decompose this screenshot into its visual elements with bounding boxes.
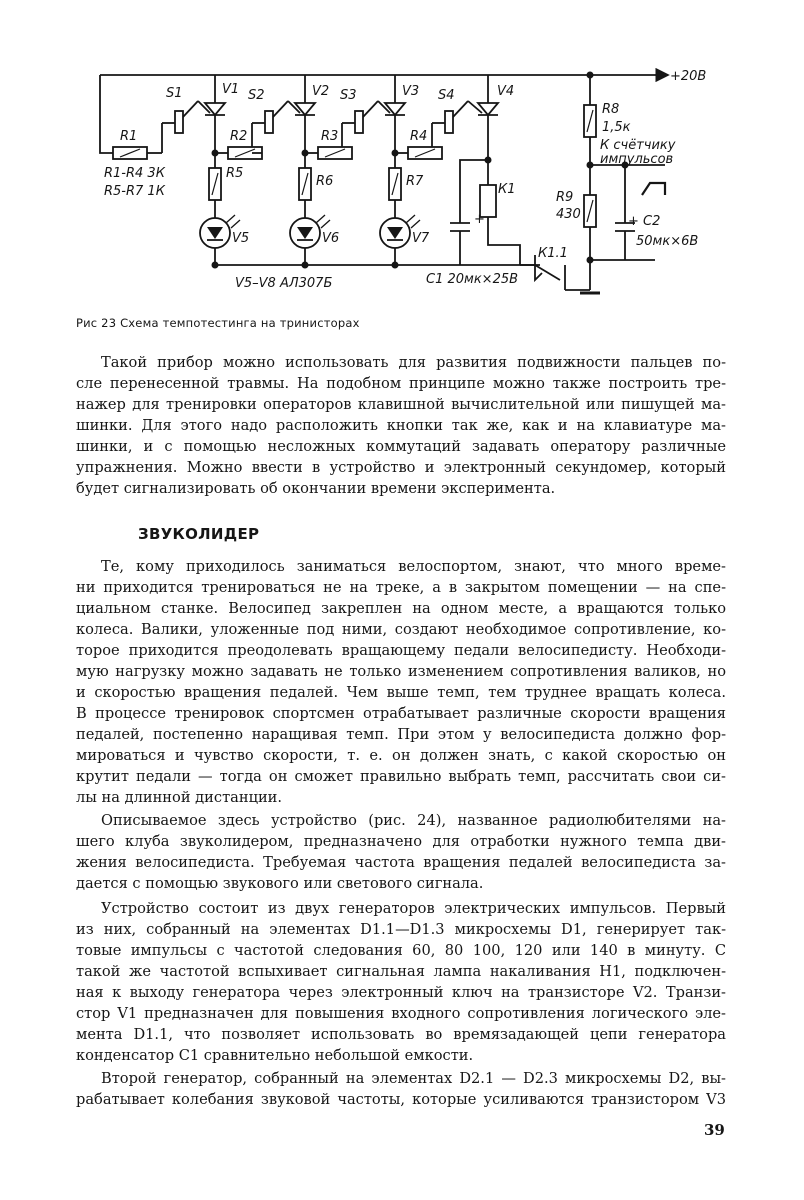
label-s3: S3 <box>340 88 357 103</box>
label-r3: R3 <box>321 129 339 144</box>
label-v7: V7 <box>412 231 430 246</box>
text-line: конденсатор C1 сравнительно небольшой емкости. <box>76 1047 474 1064</box>
label-v3: V3 <box>402 84 420 99</box>
label-v5: V5 <box>232 231 250 246</box>
text-line: рабатывает колебания звуковой частоты, которые усиливаются транзистором V3 <box>76 1091 726 1108</box>
text-line: дается с помощью звукового или светового сигнала. <box>76 875 484 892</box>
label-r5: R5 <box>226 166 244 181</box>
paragraph-4 <box>76 898 726 1066</box>
text-line: педалей, постепенно наращивая темп. При этом у велосипедиста должно фор- <box>76 726 726 743</box>
text-line: циальном станке. Велосипед закреплен на одном месте, а вращаются только <box>76 600 726 617</box>
text-line: жения велосипедиста. Требуемая частота вращения педалей велосипедиста за- <box>76 854 726 871</box>
thyristor-v3 <box>378 75 405 153</box>
text-line: ни приходится тренироваться не на треке, а в закрытом помещении — на спе- <box>76 579 726 596</box>
label-counter-line2: импульсов <box>600 152 674 167</box>
label-r2: R2 <box>230 129 248 144</box>
led-branch-v7 <box>380 153 420 265</box>
text-line: лы на длинной дистанции. <box>76 789 283 806</box>
label-led-type: V5–V8 АЛ307Б <box>235 276 333 291</box>
thyristor-v4 <box>468 75 498 160</box>
switch-s2 <box>252 101 288 153</box>
text-line: Устройство состоит из двух генераторов электрических импульсов. Первый <box>101 900 726 917</box>
text-line: Такой прибор можно использовать для развития подвижности пальцев по- <box>101 354 726 371</box>
label-s1: S1 <box>166 86 183 101</box>
supply-label: +20В <box>670 69 707 84</box>
text-line: такой же частотой вспыхивает сигнальная лампа накаливания H1, подключен- <box>76 963 726 980</box>
text-line: будет сигнализировать об окончании времени эксперимента. <box>76 480 556 497</box>
text-line: нажер для тренировки операторов клавишной вычислительной или пишущей ма- <box>76 396 726 413</box>
paragraph-1 <box>76 352 726 499</box>
label-r6: R6 <box>316 174 334 189</box>
text-line: упражнения. Можно ввести в устройство и электронный секундомер, который <box>76 459 726 476</box>
text-line: шинки, и с помощью несложных коммутаций задавать оператору различные <box>76 438 726 455</box>
text-line: ная к выходу генератора через электронный ключ на транзисторе V2. Транзи- <box>76 984 726 1001</box>
label-v6: V6 <box>322 231 340 246</box>
label-v1: V1 <box>222 82 240 97</box>
label-r9-value: 430 <box>556 207 581 222</box>
text-line: мента D1.1, что позволяет использовать во времязадающей цепи генератора <box>76 1026 726 1043</box>
relay-k1 <box>480 160 520 265</box>
text-line: Те, кому приходилось заниматься велоспортом, знают, что много време- <box>101 558 726 575</box>
thyristor-v1 <box>198 75 225 153</box>
paragraph-5 <box>76 1068 726 1110</box>
text-line: крутит педали — тогда он сможет правильно выбрать темп, рассчитать свои си- <box>76 768 726 785</box>
text-line: товые импульсы с частотой следования 60, 80 100, 120 или 140 в минуту. С <box>76 942 726 959</box>
text-line: стор V1 предназначен для повышения входного сопротивления логического эле- <box>76 1005 726 1022</box>
label-r8: R8 <box>602 102 620 117</box>
label-r1-r4-value: R1-R4 3К <box>104 166 165 181</box>
switch-s1 <box>162 101 198 133</box>
label-r9: R9 <box>556 190 574 205</box>
text-line: торое приходится преодолевать вращающему педали велосипедисту. Необходи- <box>76 642 726 659</box>
paragraph-3 <box>76 810 726 894</box>
label-k1: К1 <box>498 182 516 197</box>
label-c2: + C2 <box>628 214 661 229</box>
label-s2: S2 <box>248 88 265 103</box>
text-line: и скоростью вращения педалей. Чем выше темп, тем труднее вращать колеса. <box>76 684 726 701</box>
label-c1-plus: + <box>474 212 485 227</box>
label-r8-value: 1,5к <box>602 120 631 135</box>
label-v4: V4 <box>497 84 515 99</box>
text-line: Описываемое здесь устройство (рис. 24), названное радиолюбителями на- <box>101 812 726 829</box>
switch-s4 <box>432 101 468 153</box>
text-line: мироваться и чувство скорости, т. е. он должен знать, с какой скоростью он <box>76 747 726 764</box>
label-r4: R4 <box>410 129 428 144</box>
pulse-output <box>625 165 665 195</box>
text-line: из них, собранный на элементах D1.1—D1.3 микросхемы D1, генерирует так- <box>76 921 726 938</box>
text-line: колеса. Валики, уложенные под ними, создают необходимое сопротивление, ко- <box>76 621 726 638</box>
label-r1: R1 <box>120 129 138 144</box>
label-v2: V2 <box>312 84 330 99</box>
label-r5-r7-value: R5-R7 1К <box>104 184 165 199</box>
page-number: 39 <box>704 1121 725 1139</box>
text-line: Второй генератор, собранный на элементах D2.1 — D2.3 микросхемы D2, вы- <box>101 1070 726 1087</box>
label-c1: C1 20мк×25В <box>426 272 519 287</box>
label-counter-line1: К счётчику <box>600 138 676 153</box>
r8-resistor <box>584 75 596 195</box>
section-heading: ЗВУКОЛИДЕР <box>138 525 260 543</box>
circuit-diagram <box>70 55 720 305</box>
label-k1-1: К1.1 <box>538 246 568 261</box>
text-line: шинки. Для этого надо расположить кнопки так же, как и на клавиатуре ма- <box>76 417 726 434</box>
paragraph-2 <box>76 556 726 808</box>
text-line: сле перенесенной травмы. На подобном принципе можно также построить тре- <box>76 375 726 392</box>
r1-feed-wire <box>100 75 113 153</box>
figure-caption: Рис 23 Схема темпотестинга на тринисторах <box>76 316 360 330</box>
switch-s3 <box>342 101 378 153</box>
label-c2-value: 50мк×6В <box>636 234 699 249</box>
label-r7: R7 <box>406 174 424 189</box>
text-line: мую нагрузку можно задавать не только изменением сопротивления валиков, но <box>76 663 726 680</box>
text-line: В процессе тренировок спортсмен отрабатывает различные скорости вращения <box>76 705 726 722</box>
label-s4: S4 <box>438 88 455 103</box>
led-branch-v6 <box>290 153 330 265</box>
thyristor-v2 <box>288 75 315 153</box>
text-line: шего клуба звуколидером, предназначено для отработки нужного темпа дви- <box>76 833 726 850</box>
